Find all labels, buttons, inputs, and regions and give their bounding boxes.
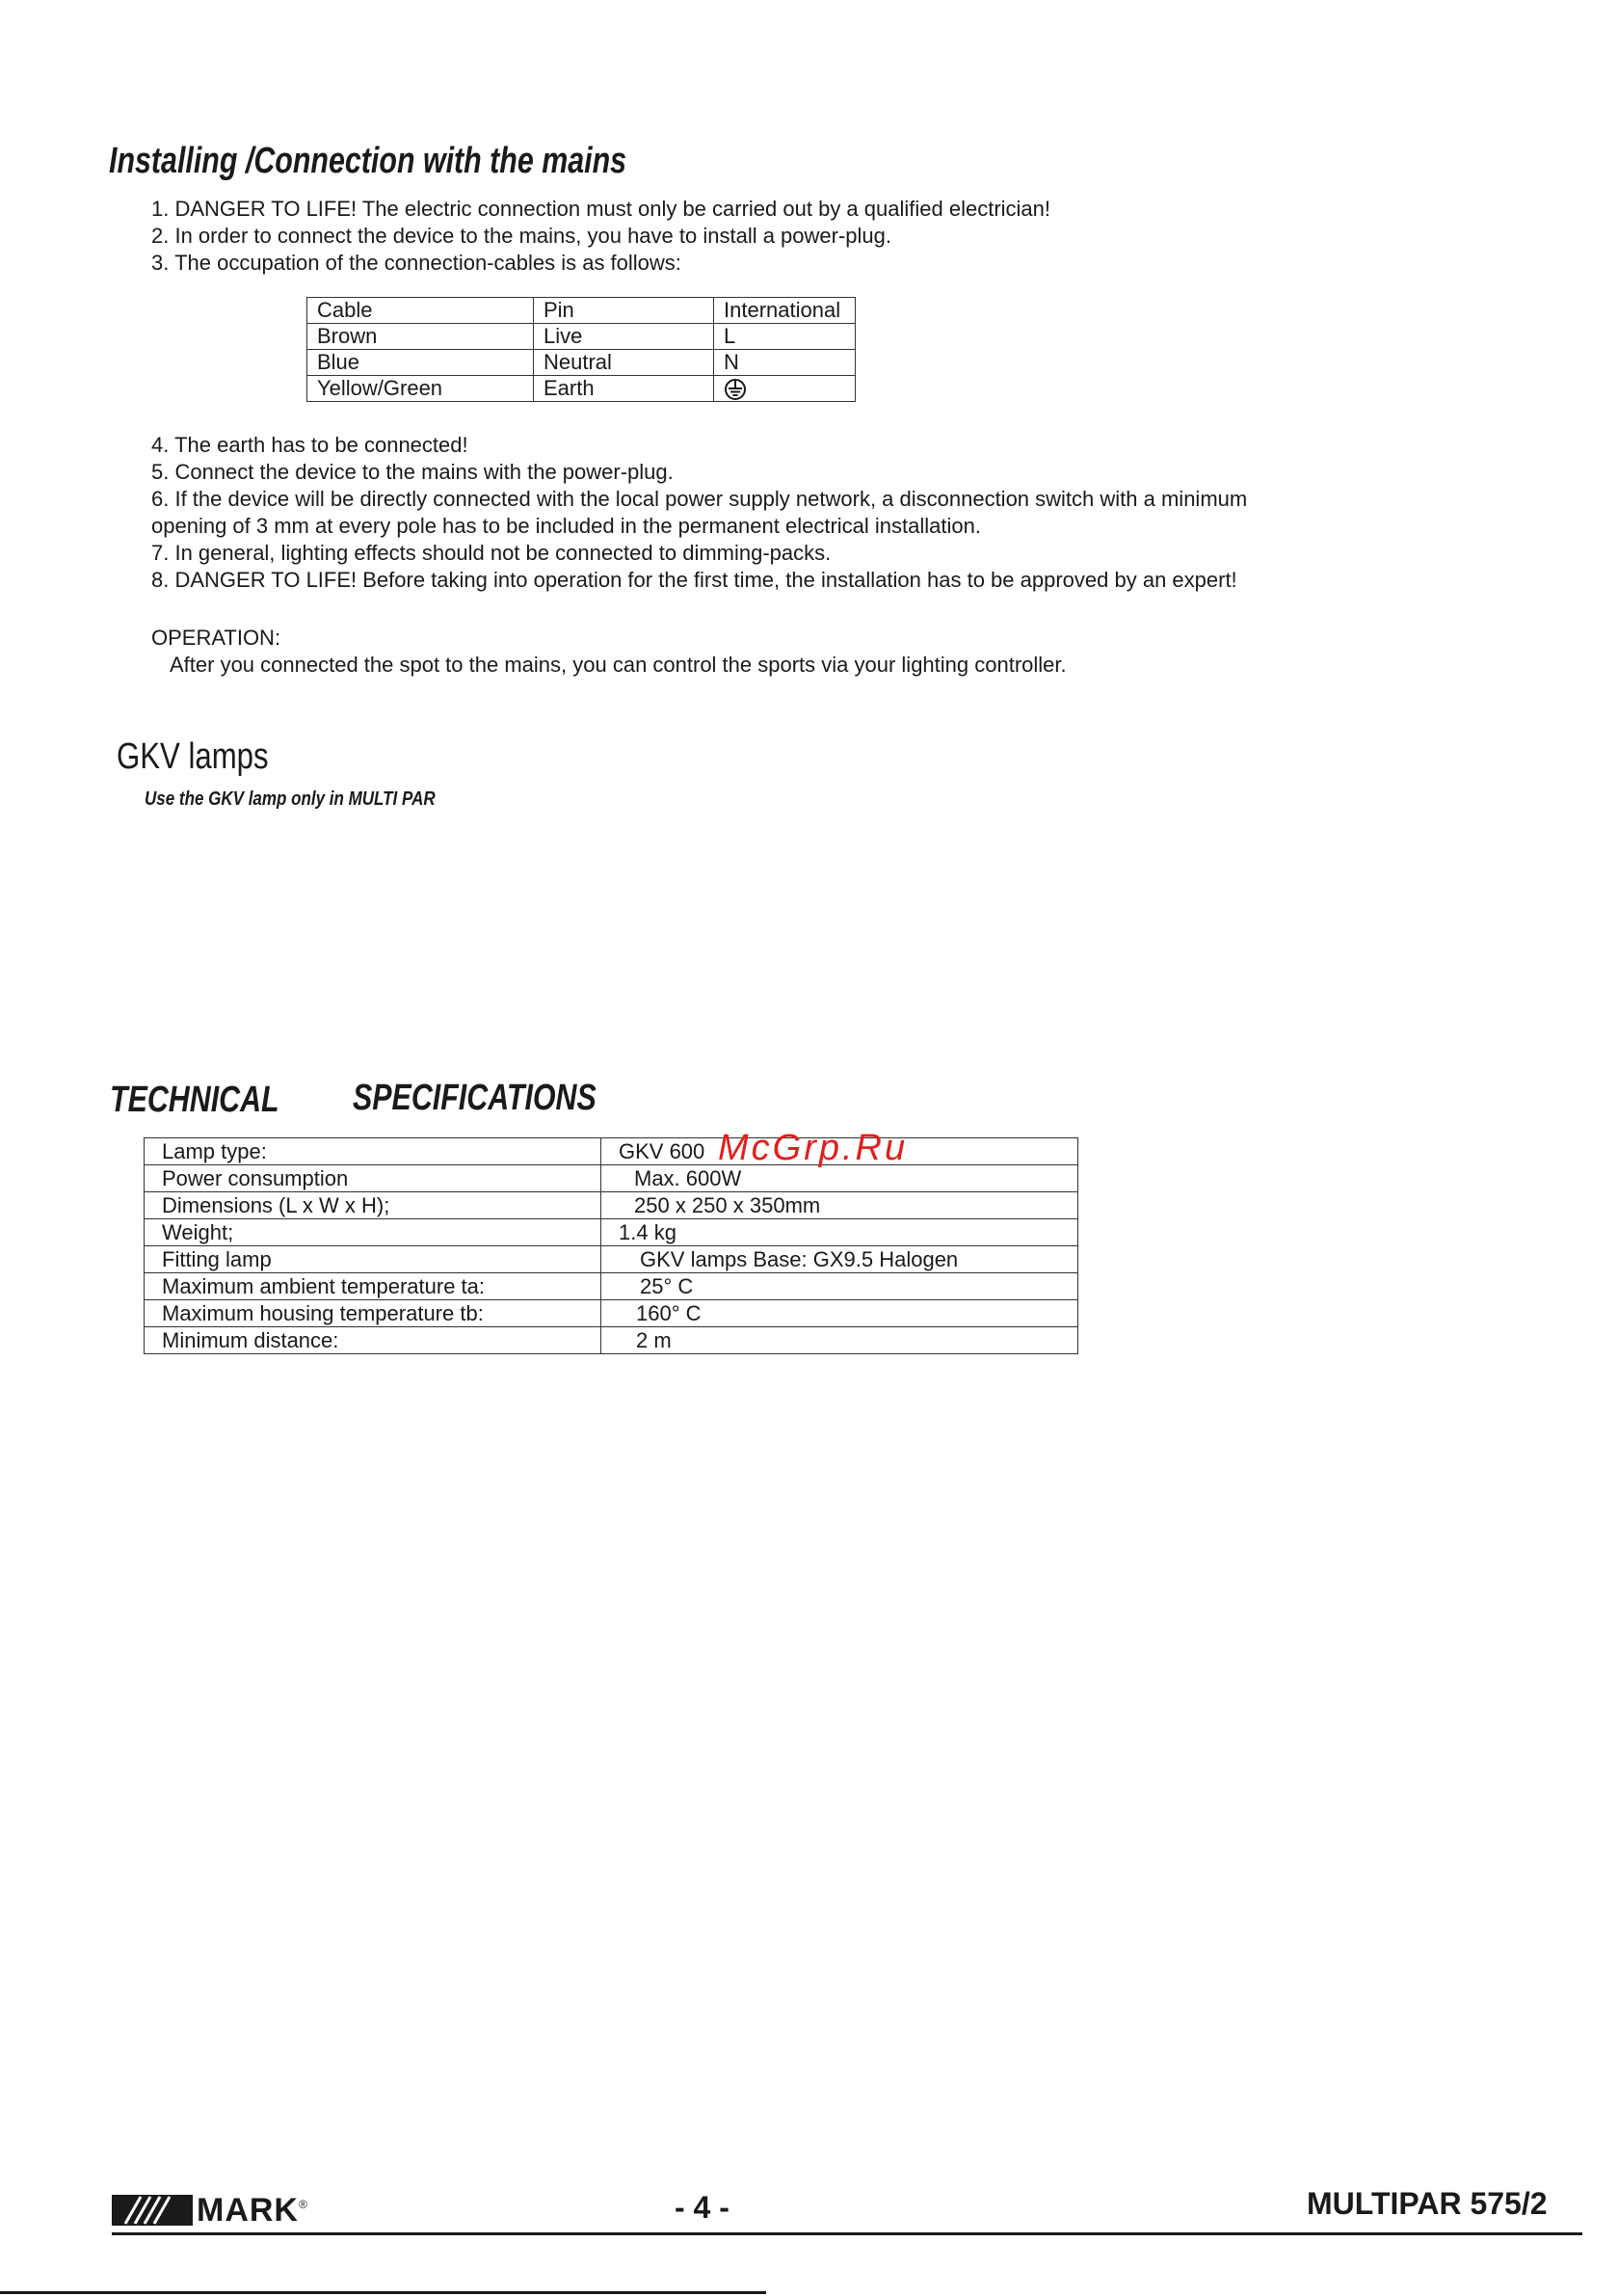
- spec-label: Maximum ambient temperature ta:: [145, 1273, 601, 1300]
- table-cell: Earth: [534, 376, 714, 402]
- spec-value: Max. 600W: [601, 1165, 1078, 1192]
- table-row: [307, 350, 856, 376]
- table-cell: Brown: [307, 324, 534, 350]
- table-row: [145, 1219, 1078, 1246]
- spec-value: 160° C: [601, 1300, 1078, 1327]
- table-row: [145, 1327, 1078, 1354]
- list-item: 1. DANGER TO LIFE! The electric connection must only be carried out by a qualified electrician!: [151, 197, 1051, 221]
- spec-label: Maximum housing temperature tb:: [145, 1300, 601, 1327]
- gkv-lamps-title: GKV lamps: [117, 736, 269, 777]
- watermark: McGrp.Ru: [718, 1128, 909, 1168]
- list-item: 4. The earth has to be connected!: [151, 433, 468, 457]
- registered-mark: ®: [298, 2198, 307, 2211]
- spec-label: Weight;: [145, 1219, 601, 1246]
- spec-value: 250 x 250 x 350mm: [601, 1192, 1078, 1219]
- section-title-installing: Installing /Connection with the mains: [109, 141, 627, 181]
- table-cell: L: [714, 324, 856, 350]
- specs-title-part1: TECHNICAL: [110, 1080, 279, 1120]
- gkv-lamps-note: Use the GKV lamp only in MULTI PAR: [145, 788, 436, 810]
- spec-value: 25° C: [601, 1273, 1078, 1300]
- table-row: [307, 324, 856, 350]
- list-item: 2. In order to connect the device to the mains, you have to install a power-plug.: [151, 224, 892, 248]
- table-cell-earth: [714, 376, 856, 402]
- spec-value: 2 m: [601, 1327, 1078, 1354]
- earth-ground-icon: [724, 378, 747, 401]
- table-header-row: [307, 298, 856, 324]
- list-item: opening of 3 mm at every pole has to be included in the permanent electrical installation.: [151, 514, 981, 538]
- operation-label: OPERATION:: [151, 626, 281, 650]
- table-cell: Yellow/Green: [307, 376, 534, 402]
- list-item: 7. In general, lighting effects should not be connected to dimming-packs.: [151, 541, 832, 565]
- spec-label: Power consumption: [145, 1165, 601, 1192]
- install-steps-list: [151, 196, 1050, 277]
- spec-label: Lamp type:: [145, 1138, 601, 1165]
- footer-brand-name: MARK: [197, 2191, 299, 2229]
- spec-value: GKV lamps Base: GX9.5 Halogen: [601, 1246, 1078, 1273]
- header-cell: Cable: [307, 298, 534, 324]
- specs-title-part2: SPECIFICATIONS: [353, 1078, 597, 1118]
- bottom-divider: [0, 2291, 766, 2294]
- table-cell: Neutral: [534, 350, 714, 376]
- spec-value: GKV 600: [601, 1138, 1078, 1165]
- table-row: [307, 376, 856, 402]
- table-row: [145, 1192, 1078, 1219]
- spec-label: Minimum distance:: [145, 1327, 601, 1354]
- header-cell: International: [714, 298, 856, 324]
- spec-value: 1.4 kg: [601, 1219, 1078, 1246]
- table-row: [145, 1246, 1078, 1273]
- spec-label: Fitting lamp: [145, 1246, 601, 1273]
- technical-specifications-table: [144, 1137, 1078, 1354]
- footer-divider: [112, 2232, 1582, 2235]
- operation-text: After you connected the spot to the mains, you can control the sports via your lighting controller.: [170, 653, 1067, 677]
- list-item: 8. DANGER TO LIFE! Before taking into operation for the first time, the installation has to be approved by an expert!: [151, 568, 1237, 592]
- spec-label: Dimensions (L x W x H);: [145, 1192, 601, 1219]
- list-item: 3. The occupation of the connection-cables is as follows:: [151, 251, 681, 275]
- footer-brand-logo: [112, 2191, 307, 2229]
- table-row: [145, 1300, 1078, 1327]
- table-row: [145, 1165, 1078, 1192]
- list-item: 6. If the device will be directly connected with the local power supply network, a disconnection switch with a minimum: [151, 487, 1248, 511]
- table-cell: Blue: [307, 350, 534, 376]
- table-row: [145, 1138, 1078, 1165]
- install-steps-list-continued: [151, 432, 1247, 594]
- mark-logo-icon: [112, 2195, 193, 2226]
- list-item: 5. Connect the device to the mains with the power-plug.: [151, 460, 674, 484]
- table-cell: Live: [534, 324, 714, 350]
- footer-model-name: MULTIPAR 575/2: [1307, 2186, 1548, 2221]
- header-cell: Pin: [534, 298, 714, 324]
- footer-page-number: - 4 -: [675, 2190, 729, 2225]
- table-row: [145, 1273, 1078, 1300]
- connection-cable-table: [306, 297, 856, 402]
- table-cell: N: [714, 350, 856, 376]
